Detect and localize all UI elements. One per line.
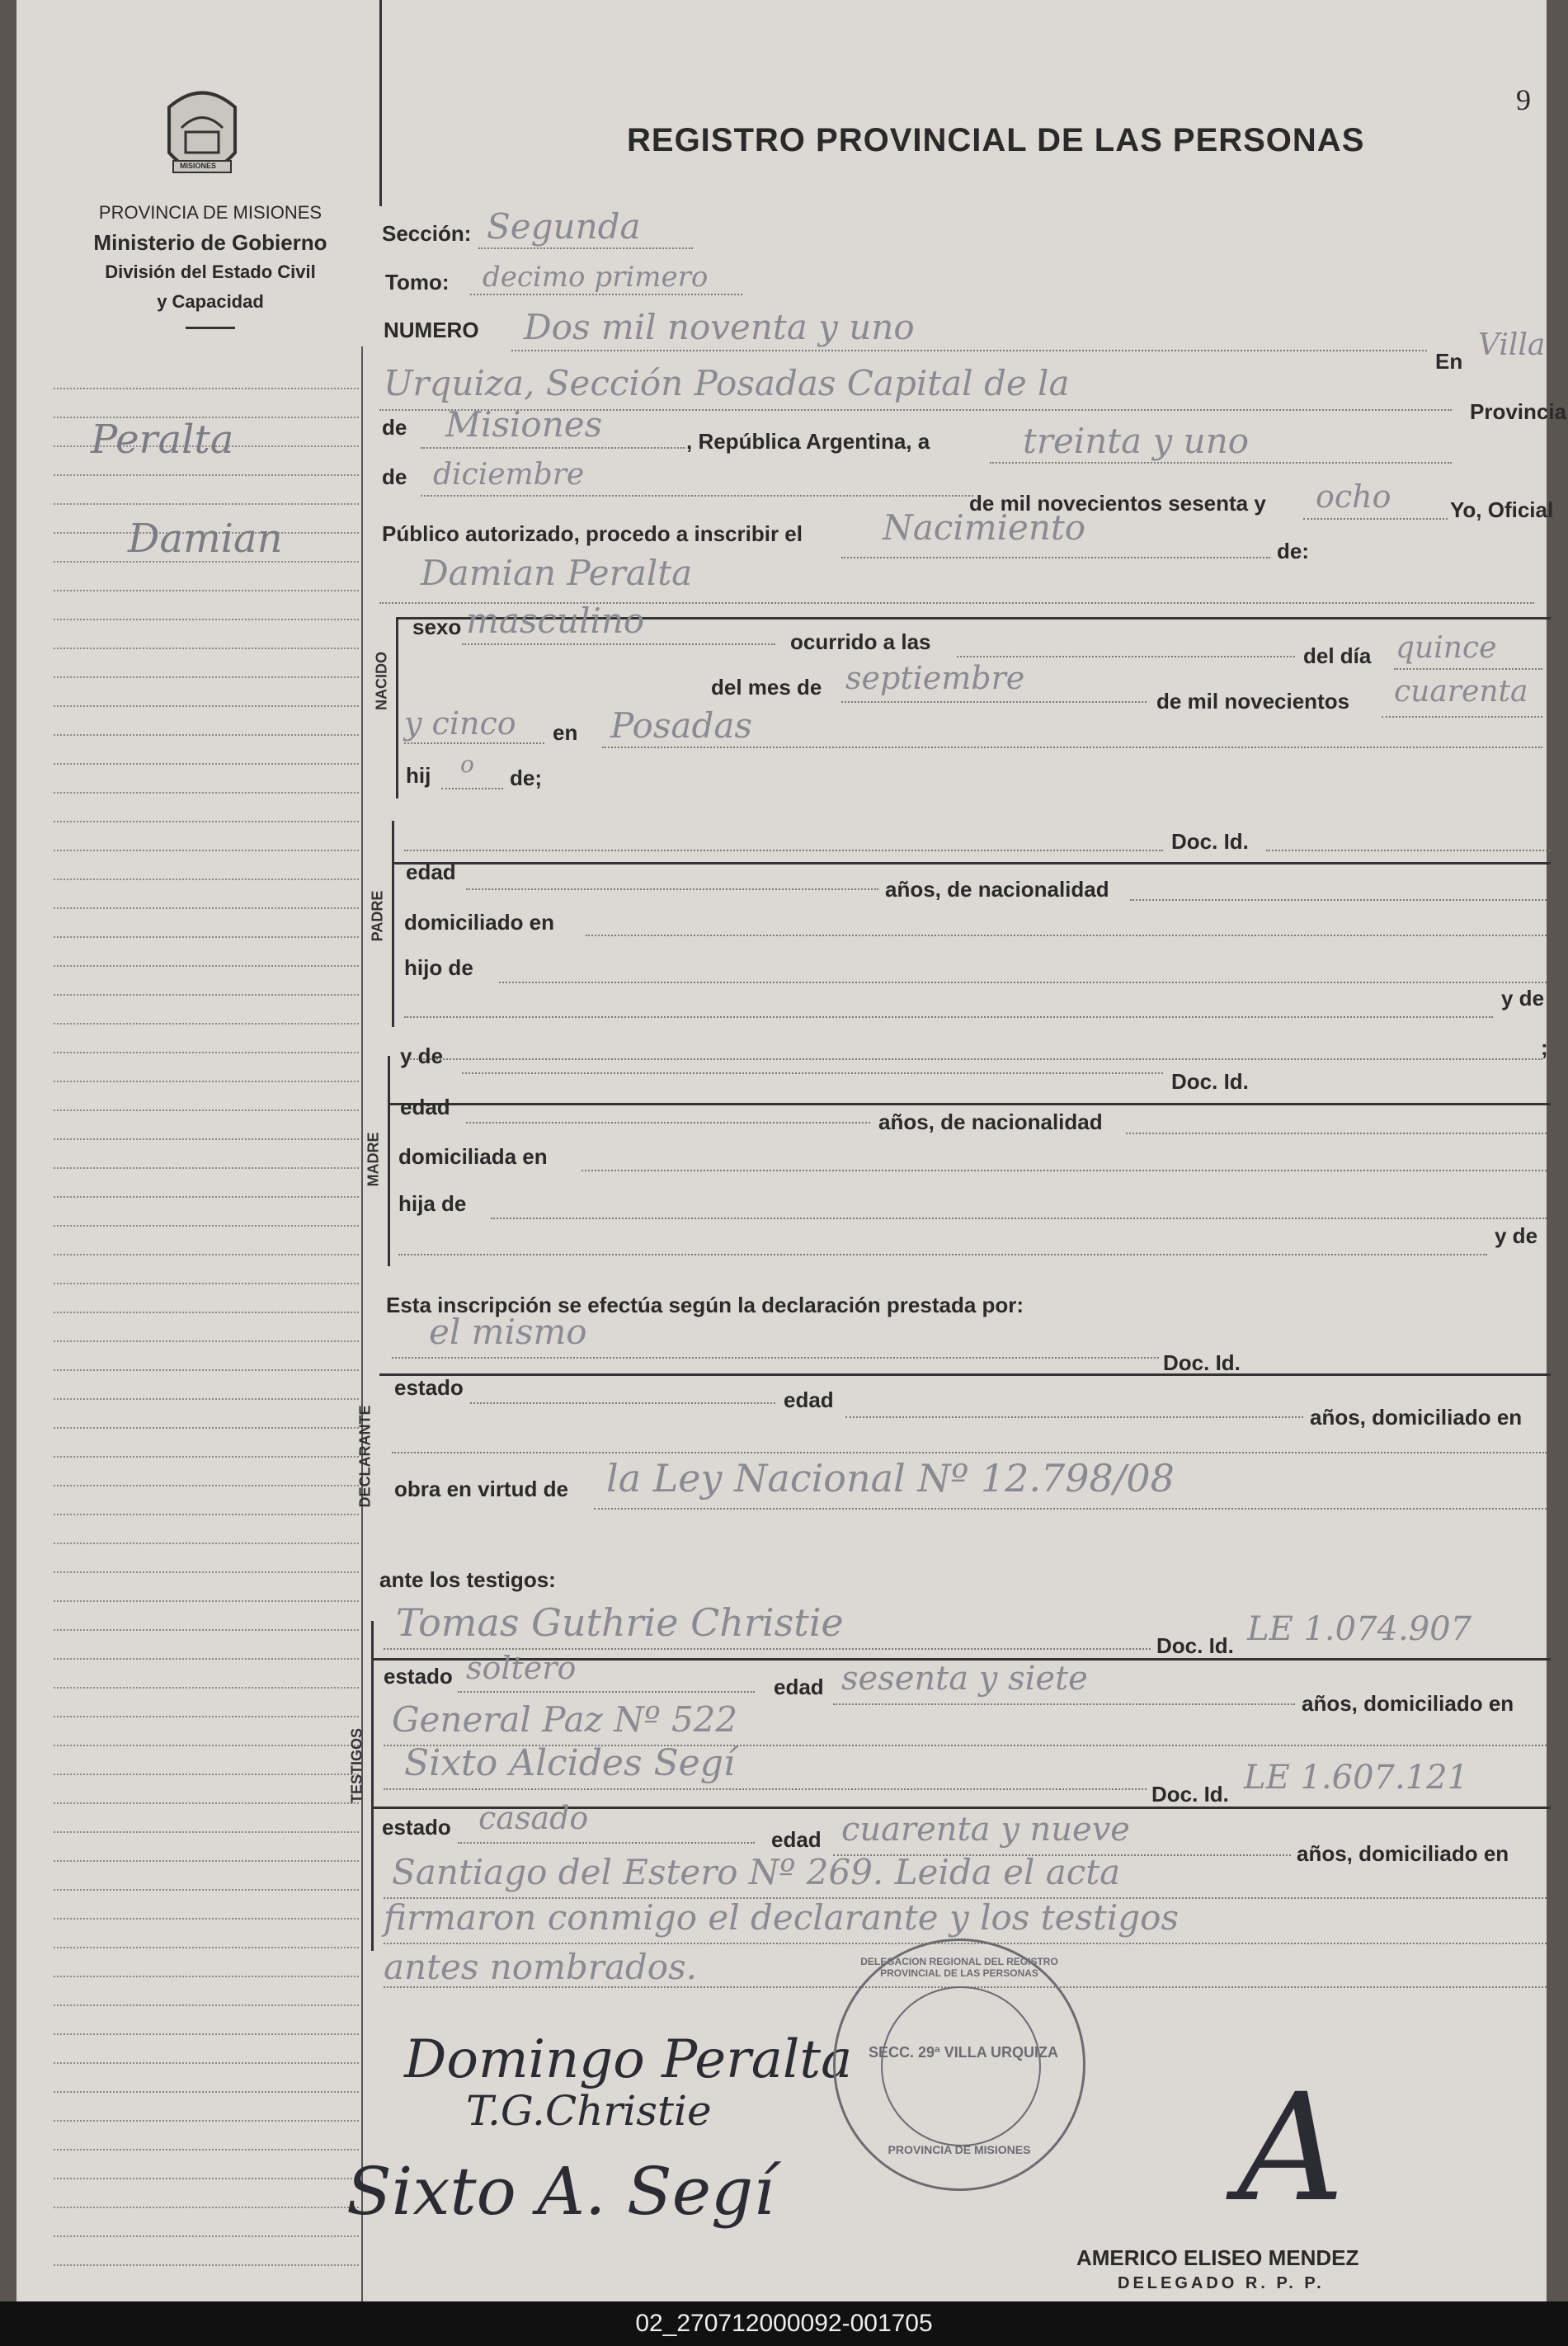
declarante-estado-label: estado <box>394 1375 464 1400</box>
nacido-section-label: NACIDO <box>373 652 390 710</box>
testigo2-doc-label: Doc. Id. <box>1151 1782 1229 1807</box>
signature-official: A <box>1237 2062 1344 2235</box>
image-caption: 02_270712000092-001705 <box>0 2301 1568 2346</box>
register-page <box>16 0 1567 2301</box>
madre-edad-label: edad <box>400 1095 450 1119</box>
signature-testigo1: T.G.Christie <box>466 2087 712 2135</box>
inscripcion-label: Esta inscripción se efectúa según la declaración prestada por: <box>386 1293 1024 1317</box>
mil-sesenta-label: de mil novecientos sesenta y <box>969 491 1266 516</box>
dia-nac-value: quince <box>1396 631 1497 665</box>
official-title: DELEGADO R. P. P. <box>1118 2274 1325 2292</box>
en-label: En <box>1435 349 1463 374</box>
padre-semicolon: ; <box>1541 1035 1548 1060</box>
de-label: de <box>382 415 407 440</box>
ley-value: la Ley Nacional Nº 12.798/08 <box>606 1456 1175 1500</box>
testigo1-estado-value: soltero <box>466 1650 577 1686</box>
stamp-line-1: DELEGACION REGIONAL DEL REGISTRO PROVINCIAL DE LAS PERSONAS <box>860 1956 1058 1979</box>
numero-label: NUMERO <box>384 318 479 342</box>
testigo2-estado-value: casado <box>478 1800 589 1836</box>
page-title: REGISTRO PROVINCIAL DE LAS PERSONAS <box>627 122 1365 158</box>
stamp-line-2: SECC. 29ª VILLA URQUIZA <box>869 2044 1059 2061</box>
official-stamp <box>833 1939 1085 2191</box>
de2-label: de <box>382 464 407 489</box>
anio-value: ocho <box>1316 478 1391 515</box>
dia-value: treinta y uno <box>1023 421 1250 461</box>
madre-section-label: MADRE <box>365 1132 382 1187</box>
ocurrido-label: ocurrido a las <box>790 629 931 654</box>
padre-hijo-label: hijo de <box>404 955 473 980</box>
provincia-value: Misiones <box>445 404 603 445</box>
hij-label: hij <box>406 763 431 788</box>
closing-line-2: antes nombrados. <box>384 1947 697 1987</box>
closing-line-1: firmaron conmigo el declarante y los testigos <box>384 1897 1180 1938</box>
testigo1-edad-value: sesenta y siete <box>841 1660 1088 1698</box>
signature-declarante: Domingo Peralta <box>404 2029 853 2090</box>
testigo2-estado-label: estado <box>382 1815 451 1840</box>
mil-nov-label: de mil novecientos <box>1156 689 1350 714</box>
madre-dom-label: domiciliada en <box>398 1144 548 1169</box>
issuer-block <box>49 198 371 317</box>
testigo1-value: Tomas Guthrie Christie <box>396 1600 844 1645</box>
padre-nac-label: años, de nacionalidad <box>885 877 1109 902</box>
en-value: Villa <box>1478 328 1546 362</box>
testigo2-value: Sixto Alcides Segí <box>404 1742 735 1784</box>
margin-given-name: Damian <box>128 516 283 562</box>
hij-suffix-value: o <box>460 751 474 778</box>
testigo2-doc-value: LE 1.607.121 <box>1244 1759 1469 1797</box>
testigo2-dom-value: Santiago del Estero Nº 269. Leida el acta <box>392 1852 1121 1892</box>
numero-value: Dos mil noventa y uno <box>524 307 915 347</box>
padre-doc-label: Doc. Id. <box>1171 829 1249 854</box>
del-mes-label: del mes de <box>711 675 822 700</box>
sexo-value: masculino <box>466 601 645 641</box>
testigo2-edad-label: edad <box>771 1827 822 1852</box>
declarante-doc-label: Doc. Id. <box>1163 1350 1241 1375</box>
seccion-value: Segunda <box>487 206 641 247</box>
emblem-label: MISIONES <box>180 162 217 170</box>
issuer-underline <box>186 327 235 329</box>
testigo1-edad-label: edad <box>774 1675 824 1699</box>
madre-doc-label: Doc. Id. <box>1171 1069 1249 1094</box>
testigo1-dom-label: años, domiciliado en <box>1302 1691 1514 1716</box>
testigo2-dom-label: años, domiciliado en <box>1297 1841 1509 1866</box>
de-semi-label: de; <box>510 766 542 790</box>
lugar-nac-value: Posadas <box>610 705 752 746</box>
madre-nac-label: años, de nacionalidad <box>878 1109 1103 1134</box>
republica-label: , República Argentina, a <box>686 429 930 454</box>
mes-value: diciembre <box>433 458 585 492</box>
declarante-edad-label: edad <box>784 1387 834 1412</box>
province-emblem-icon <box>157 82 247 190</box>
sexo-label: sexo <box>412 615 462 639</box>
madre-y-de2-label: y de <box>1495 1223 1538 1248</box>
testigo1-dom-value: General Paz Nº 522 <box>392 1699 738 1740</box>
province-label: PROVINCIA DE MISIONES <box>98 202 323 223</box>
testigo2-edad-value: cuarenta y nueve <box>841 1811 1130 1849</box>
de-colon-label: de: <box>1277 539 1309 563</box>
margin-surname: Peralta <box>91 417 234 463</box>
signature-testigo2: Sixto A. Segí <box>346 2153 775 2230</box>
padre-section-label: PADRE <box>369 890 386 942</box>
madre-y-de-label: y de <box>400 1043 444 1068</box>
declarante-section-label: DECLARANTE <box>356 1405 374 1508</box>
page-number: 9 <box>1516 83 1531 116</box>
seccion-label: Sección: <box>382 221 472 246</box>
testigo1-doc-value: LE 1.074.907 <box>1247 1610 1472 1648</box>
official-name: AMERICO ELISEO MENDEZ <box>1076 2245 1359 2270</box>
anio-nac-cont-value: y cinco <box>404 705 516 742</box>
division-label: División del Estado Civil <box>105 261 316 282</box>
declarante-dom-label: años, domiciliado en <box>1310 1405 1523 1430</box>
margin-divider <box>361 346 363 2301</box>
acto-value: Nacimiento <box>883 507 1086 548</box>
tomo-label: Tomo: <box>385 270 450 294</box>
obra-label: obra en virtud de <box>394 1477 568 1501</box>
madre-hija-label: hija de <box>398 1191 467 1216</box>
testigos-section-label: TESTIGOS <box>348 1728 365 1804</box>
padre-dom-label: domiciliado en <box>404 910 555 935</box>
stamp-line-3: PROVINCIA DE MISIONES <box>888 2143 1031 2156</box>
publico-label: Público autorizado, procedo a inscribir el <box>382 521 803 546</box>
provincia-label: Provincia <box>1470 399 1567 424</box>
nombre-value: Damian Peralta <box>421 553 693 593</box>
testigo1-doc-label: Doc. Id. <box>1156 1633 1234 1658</box>
padre-y-de-label: y de <box>1501 986 1545 1010</box>
testigo1-estado-label: estado <box>384 1664 453 1689</box>
tomo-value: decimo primero <box>483 261 709 294</box>
place-value: Urquiza, Sección Posadas Capital de la <box>384 363 1070 403</box>
anio-nac-value: cuarenta <box>1394 675 1528 709</box>
mes-nac-value: septiembre <box>845 660 1025 696</box>
ministry-label: Ministerio de Gobierno <box>93 230 327 255</box>
capacity-label: y Capacidad <box>157 291 264 312</box>
padre-edad-label: edad <box>406 860 456 884</box>
yo-oficial-label: Yo, Oficial <box>1450 497 1554 522</box>
en2-label: en <box>553 720 578 745</box>
ante-testigos-label: ante los testigos: <box>379 1567 556 1592</box>
del-dia-label: del día <box>1303 643 1372 668</box>
declarante-value: el mismo <box>429 1312 587 1352</box>
